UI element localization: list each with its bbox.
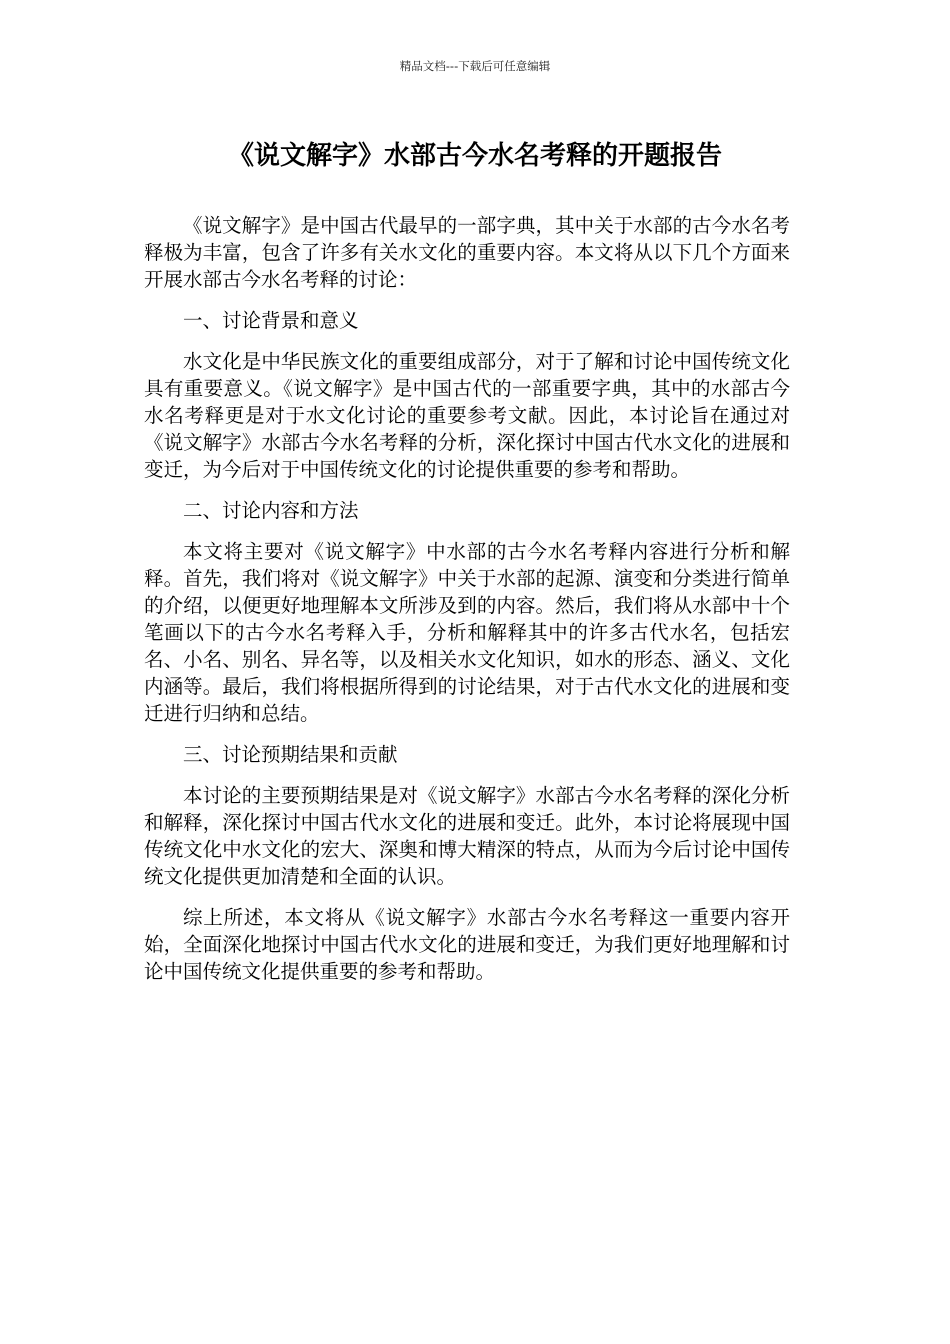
conclusion-paragraph: 综上所述，本文将从《说文解字》水部古今水名考释这一重要内容开始，全面深化地探讨中国古代水文化的进展和变迁，为我们更好地理解和讨论中国传统文化提供重要的参考和帮助。: [144, 906, 790, 983]
section-heading-background: 一、讨论背景和意义: [183, 309, 359, 332]
section-heading-expected-results: 三、讨论预期结果和贡献: [183, 743, 398, 766]
background-paragraph: 水文化是中华民族文化的重要组成部分，对于了解和讨论中国传统文化具有重要意义。《说文解字》是中国古代的一部重要字典，其中的水部古今水名考释更是对于水文化讨论的重要参考文献。因此，本讨论旨在通过对《说文解字》水部古今水名考释的分析，深化探讨中国古代水文化的进展和变迁，为今后对于中国传统文化的讨论提供重要的参考和帮助。: [144, 350, 790, 481]
header-note: 精品文档---下载后可任意编辑: [399, 59, 551, 73]
document-title: 《说文解字》水部古今水名考释的开题报告: [227, 141, 722, 171]
section-heading-content-method: 二、讨论内容和方法: [183, 499, 359, 522]
content-method-paragraph: 本文将主要对《说文解字》中水部的古今水名考释内容进行分析和解释。首先，我们将对《说文解字》中关于水部的起源、演变和分类进行简单的介绍，以便更好地理解本文所涉及到的内容。然后，我们将从水部中十个笔画以下的古今水名考释入手，分析和解释其中的许多古代水名，包括宏名、小名、别名、异名等，以及相关水文化知识，如水的形态、涵义、文化内涵等。最后，我们将根据所得到的讨论结果，对于古代水文化的进展和变迁进行归纳和总结。: [144, 540, 790, 725]
intro-paragraph: 《说文解字》是中国古代最早的一部字典，其中关于水部的古今水名考释极为丰富，包含了许多有关水文化的重要内容。本文将从以下几个方面来开展水部古今水名考释的讨论：: [144, 214, 790, 291]
expected-results-paragraph: 本讨论的主要预期结果是对《说文解字》水部古今水名考释的深化分析和解释，深化探讨中国古代水文化的进展和变迁。此外，本讨论将展现中国传统文化中水文化的宏大、深奥和博大精深的特点，从而为今后讨论中国传统文化提供更加清楚和全面的认识。: [144, 784, 790, 888]
document-body: [144, 212, 790, 999]
